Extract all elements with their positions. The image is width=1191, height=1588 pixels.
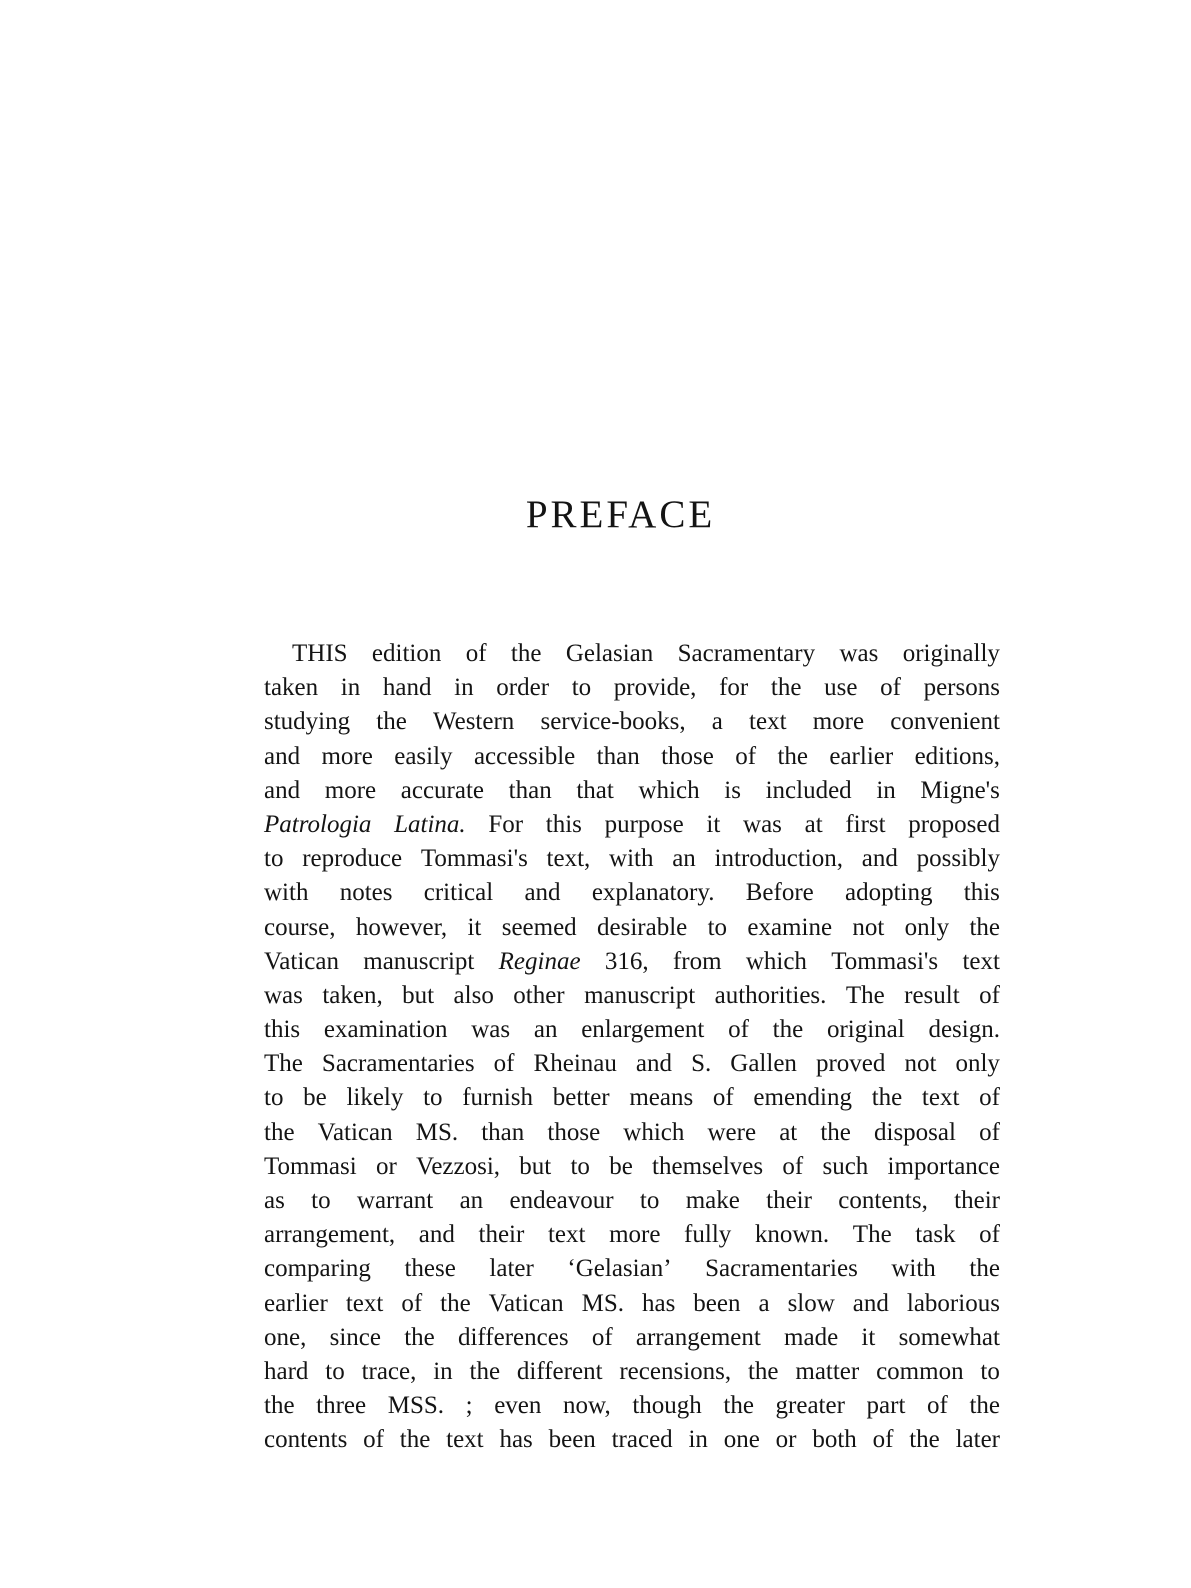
word: contents <box>264 1426 348 1454</box>
word: this <box>264 1016 301 1044</box>
word: reproduce <box>302 845 403 873</box>
word: made <box>784 1323 839 1351</box>
word: MS. <box>415 1118 459 1146</box>
word: not <box>904 1050 937 1078</box>
word: to <box>570 1152 590 1180</box>
word: and <box>852 1289 889 1317</box>
word: convenient <box>890 708 1000 736</box>
word: the <box>404 1323 435 1351</box>
word: the <box>264 1392 295 1420</box>
word: in <box>433 1357 453 1385</box>
word: part <box>866 1392 906 1420</box>
word: taken, <box>322 981 383 1009</box>
word: endeavour <box>509 1187 614 1214</box>
word: The <box>264 1050 303 1078</box>
word: has <box>641 1289 676 1317</box>
word: only <box>904 913 950 941</box>
word: been <box>693 1289 741 1317</box>
word: ‘Gelasian’ <box>567 1255 672 1283</box>
word: task <box>915 1221 956 1249</box>
word: than <box>596 742 640 770</box>
word: critical <box>423 879 494 907</box>
word: design. <box>928 1016 1000 1044</box>
word: of <box>979 1221 1000 1249</box>
word: in <box>876 776 896 804</box>
word: Reginae <box>498 947 581 975</box>
word: was <box>471 1016 511 1044</box>
word: proposed <box>908 810 1000 838</box>
word: or <box>775 1426 797 1454</box>
word: Tommasi's <box>420 845 528 873</box>
word: the <box>969 913 1000 941</box>
word: Vatican <box>488 1289 564 1317</box>
word: MS. <box>581 1289 624 1317</box>
word: explanatory. <box>591 879 715 907</box>
word: of <box>735 742 757 770</box>
word: of <box>979 981 1000 1009</box>
word: Vezzosi, <box>416 1152 501 1180</box>
word: Tommasi <box>264 1152 357 1180</box>
word: the <box>399 1426 431 1454</box>
word: the <box>264 1118 295 1146</box>
word: order <box>496 674 550 702</box>
word: though <box>632 1392 702 1420</box>
text-line <box>264 1287 1000 1321</box>
word: original <box>826 1016 905 1044</box>
word: means <box>629 1084 694 1112</box>
text-line <box>264 705 1000 739</box>
word: the <box>510 640 542 667</box>
word: the <box>723 1392 754 1420</box>
text-line <box>264 1423 1000 1457</box>
word: themselves <box>652 1152 764 1180</box>
word: a <box>711 708 723 736</box>
word: an <box>459 1187 484 1214</box>
word: examination <box>323 1016 448 1044</box>
word: the <box>376 708 407 736</box>
word: more <box>324 776 377 804</box>
word: the <box>747 1357 779 1385</box>
word: recensions, <box>619 1357 732 1385</box>
word: other <box>513 981 565 1009</box>
word: to <box>423 1084 443 1112</box>
word: at <box>804 810 823 838</box>
word: was <box>839 640 879 667</box>
word: text <box>547 1221 586 1249</box>
word: more <box>321 742 373 770</box>
word: easily <box>394 742 453 770</box>
word: text <box>962 947 1000 975</box>
word: to <box>311 1187 331 1214</box>
word: Migne's <box>920 776 1000 804</box>
word: MSS. <box>387 1392 445 1420</box>
word: which <box>745 947 807 975</box>
word: accessible <box>473 742 576 770</box>
word: three <box>316 1392 367 1420</box>
word: to <box>571 674 592 702</box>
word: seemed <box>501 913 577 941</box>
word: importance <box>887 1152 1000 1180</box>
word: even <box>494 1392 542 1420</box>
word: such <box>822 1152 869 1180</box>
word: Sacramentaries <box>321 1050 475 1078</box>
word: trace, <box>361 1357 417 1385</box>
word: provide, <box>613 674 697 702</box>
word: those <box>547 1118 601 1146</box>
word: text <box>446 1426 484 1454</box>
word: more <box>812 708 865 736</box>
word: be <box>303 1084 327 1112</box>
word: from <box>672 947 722 975</box>
word: result <box>904 981 960 1009</box>
text-line <box>264 979 1000 1013</box>
word: later <box>955 1426 1000 1454</box>
word: those <box>661 742 714 770</box>
word: later <box>489 1255 534 1283</box>
word: differences <box>457 1323 569 1351</box>
word: this <box>963 879 1000 907</box>
word: editions, <box>914 742 1000 770</box>
word: included <box>765 776 852 804</box>
body-text <box>264 637 1000 1458</box>
text-line <box>264 911 1000 945</box>
word: this <box>545 810 582 838</box>
word: it <box>467 913 482 941</box>
word: possibly <box>916 845 1000 873</box>
word: of <box>493 1050 515 1078</box>
word: is <box>724 776 741 804</box>
word: only <box>955 1050 1000 1078</box>
word: as <box>264 1187 285 1214</box>
word: also <box>453 981 494 1009</box>
word: to <box>639 1187 660 1214</box>
word: of <box>465 640 487 667</box>
word: greater <box>775 1392 845 1420</box>
word: course, <box>264 913 336 941</box>
word: for <box>719 674 749 702</box>
word: text <box>345 1289 384 1317</box>
word: The <box>852 1221 892 1249</box>
word: of <box>927 1392 948 1420</box>
text-line <box>264 1389 1000 1423</box>
word: common <box>876 1357 964 1385</box>
word: and <box>524 879 561 907</box>
word: different <box>516 1357 603 1385</box>
word: to <box>264 845 284 873</box>
text-line <box>264 842 1000 876</box>
word: Patrologia <box>264 810 372 838</box>
text-line <box>264 1218 1000 1252</box>
text-line <box>264 1252 1000 1286</box>
word: hard <box>264 1357 309 1385</box>
word: disposal <box>874 1118 956 1146</box>
word: the <box>440 1289 471 1317</box>
word: For <box>488 810 524 838</box>
word: to <box>980 1357 1000 1385</box>
word: with <box>609 845 654 873</box>
word: notes <box>339 879 393 907</box>
word: the <box>770 674 802 702</box>
word: introduction, <box>714 845 844 873</box>
word: of <box>712 1084 734 1112</box>
word: their <box>766 1187 812 1214</box>
word: somewhat <box>898 1323 1000 1351</box>
word: were <box>707 1118 757 1146</box>
word: or <box>375 1152 397 1180</box>
word: an <box>533 1016 558 1044</box>
word: arrangement, <box>264 1221 396 1249</box>
word: to <box>264 1084 284 1112</box>
word: of <box>979 1084 1000 1112</box>
word: hand <box>382 674 432 702</box>
text-line <box>264 876 1000 910</box>
word: more <box>609 1221 661 1249</box>
word: and <box>264 742 301 770</box>
word: and <box>635 1050 673 1078</box>
word: earlier <box>264 1289 328 1317</box>
word: but <box>519 1152 552 1180</box>
word: been <box>548 1426 596 1454</box>
word: Sacramentaries <box>705 1255 858 1283</box>
word: Tommasi's <box>831 947 939 975</box>
word: accurate <box>400 776 485 804</box>
word: but <box>402 981 435 1009</box>
word: in <box>688 1426 708 1454</box>
text-line <box>264 671 1000 705</box>
word: Vatican <box>264 947 339 975</box>
word: furnish <box>462 1084 534 1112</box>
word: their <box>954 1187 1000 1214</box>
word: S. <box>691 1050 712 1078</box>
word: Before <box>745 879 814 907</box>
text-line <box>264 774 1000 808</box>
word: since <box>329 1323 381 1351</box>
word: to <box>707 913 728 941</box>
text-line <box>264 945 1000 979</box>
word: Sacramentary <box>677 640 816 667</box>
word: authorities. <box>714 981 827 1009</box>
word: in <box>454 674 474 702</box>
word: warrant <box>356 1187 434 1214</box>
word: The <box>845 981 885 1009</box>
word: taken <box>264 674 319 702</box>
word: studying <box>264 708 351 736</box>
word: was <box>264 981 303 1009</box>
text-line <box>264 808 1000 842</box>
word: proved <box>815 1050 886 1078</box>
word: of <box>872 1426 894 1454</box>
word: a <box>758 1289 770 1317</box>
page-title: PREFACE <box>525 493 716 536</box>
word: the <box>469 1357 501 1385</box>
text-line <box>264 1150 1000 1184</box>
text-line <box>264 1013 1000 1047</box>
word: text <box>921 1084 960 1112</box>
word: emending <box>753 1084 852 1112</box>
word: traced <box>611 1426 673 1454</box>
word: which <box>623 1118 685 1146</box>
word: the <box>871 1084 903 1112</box>
word: service-books, <box>540 708 686 736</box>
word: text, <box>546 845 591 873</box>
word: an <box>672 845 696 873</box>
word: both <box>812 1426 857 1454</box>
word: first <box>845 810 886 838</box>
word: matter <box>795 1357 860 1385</box>
word: than <box>508 776 552 804</box>
word: with <box>891 1255 936 1283</box>
word: contents, <box>838 1187 928 1214</box>
word: which <box>638 776 700 804</box>
word: of <box>363 1426 384 1454</box>
word: use <box>824 674 858 702</box>
word: known. <box>754 1221 830 1249</box>
text-line <box>264 1047 1000 1081</box>
word: arrangement <box>635 1323 761 1351</box>
word: their <box>478 1221 525 1249</box>
word: of <box>591 1323 613 1351</box>
word: make <box>685 1187 740 1214</box>
text-line <box>264 1321 1000 1355</box>
text-line <box>264 637 1000 671</box>
word: the <box>909 1426 940 1454</box>
word: the <box>820 1118 851 1146</box>
word: than <box>481 1118 525 1146</box>
text-line <box>264 1184 1000 1218</box>
word: was <box>743 810 782 838</box>
word: Western <box>433 708 515 736</box>
word: that <box>576 776 614 804</box>
word: at <box>779 1118 798 1146</box>
word: laborious <box>906 1289 1000 1317</box>
word: enlargement <box>581 1016 705 1044</box>
text-line <box>264 1081 1000 1115</box>
word: manuscript <box>584 981 696 1009</box>
word: THIS <box>292 640 348 667</box>
word: text <box>749 708 787 736</box>
word: and <box>861 845 898 873</box>
word: the <box>772 1016 804 1044</box>
word: the <box>969 1255 1000 1283</box>
word: persons <box>923 674 1000 702</box>
word: now, <box>563 1392 611 1420</box>
word: the <box>969 1392 1000 1420</box>
word: ; <box>465 1392 473 1420</box>
word: has <box>499 1426 533 1454</box>
word: adopting <box>845 879 933 907</box>
word: of <box>401 1289 423 1317</box>
word: Gallen <box>730 1050 797 1078</box>
word: not <box>852 913 885 941</box>
word: manuscript <box>363 947 475 975</box>
word: of <box>728 1016 749 1044</box>
word: however, <box>355 913 448 941</box>
word: it <box>706 810 721 838</box>
word: it <box>861 1323 876 1351</box>
word: to <box>325 1357 345 1385</box>
word: likely <box>346 1084 404 1112</box>
word: 316, <box>604 947 649 975</box>
word: of <box>782 1152 804 1180</box>
word: Vatican <box>317 1118 393 1146</box>
word: Rheinau <box>533 1050 617 1078</box>
word: one <box>723 1426 760 1454</box>
text-line <box>264 1116 1000 1150</box>
word: better <box>552 1084 610 1112</box>
word: originally <box>902 640 1000 667</box>
word: the <box>777 742 808 770</box>
word: Latina. <box>394 810 466 838</box>
word: and <box>264 776 301 804</box>
word: of <box>880 674 901 702</box>
word: examine <box>747 913 833 941</box>
word: these <box>404 1255 456 1283</box>
word: of <box>979 1118 1000 1146</box>
word: and <box>418 1221 455 1249</box>
word: edition <box>371 640 442 667</box>
word: comparing <box>264 1255 371 1283</box>
word: in <box>340 674 361 702</box>
word: be <box>609 1152 633 1180</box>
word: Gelasian <box>565 640 654 667</box>
word: earlier <box>829 742 894 770</box>
word: with <box>264 879 309 907</box>
text-line <box>264 740 1000 774</box>
text-line <box>264 1355 1000 1389</box>
word: fully <box>684 1221 732 1249</box>
word: slow <box>787 1289 835 1317</box>
word: purpose <box>604 810 684 838</box>
word: one, <box>264 1323 307 1351</box>
word: desirable <box>597 913 688 941</box>
